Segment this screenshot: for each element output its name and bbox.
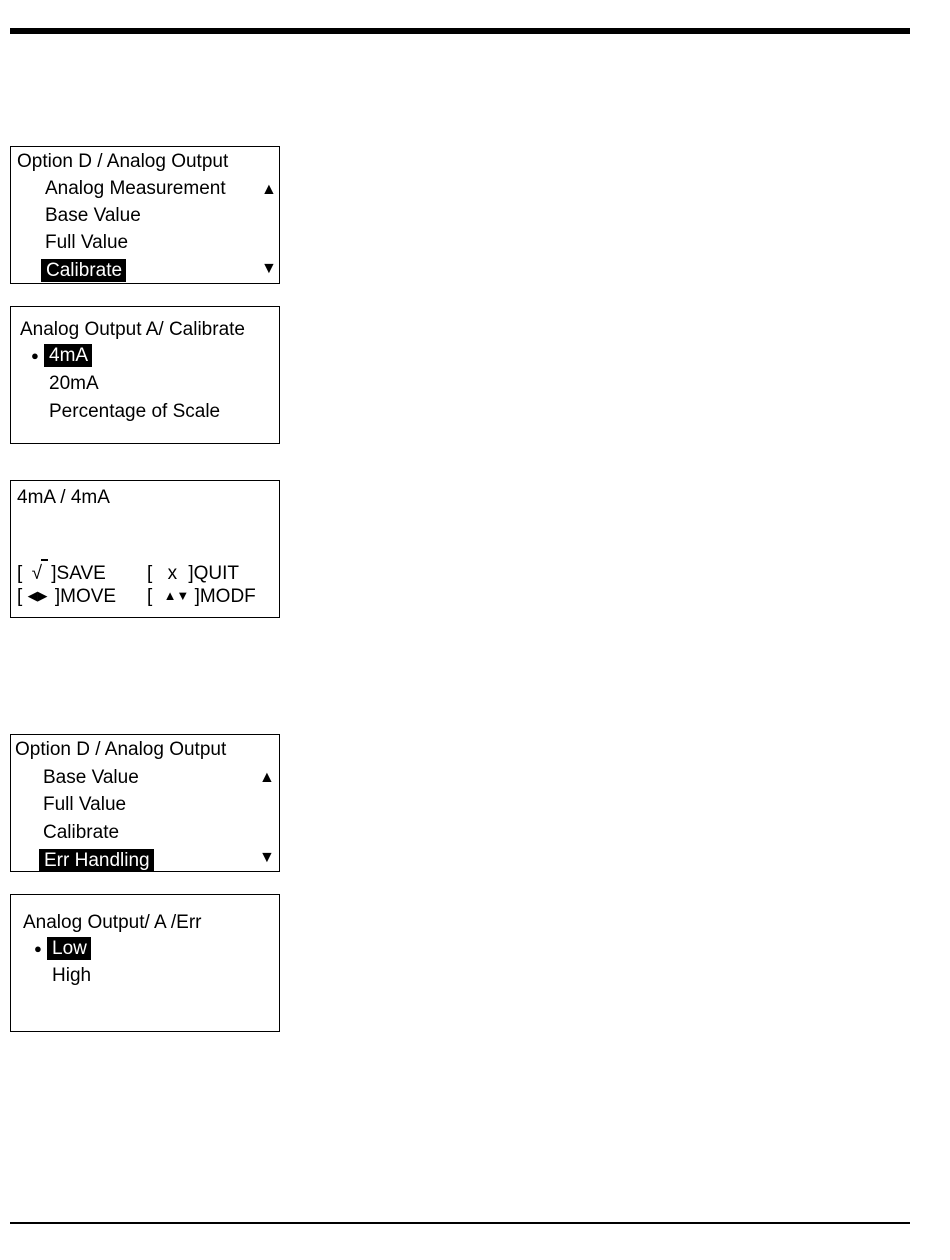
lcd-screen-analog-output-menu	[10, 146, 280, 284]
screen-title: 4mA / 4mA	[17, 487, 110, 508]
menu-item-err-handling-selected[interactable]: Err Handling	[39, 849, 154, 872]
lcd-screen-calibrate	[10, 306, 280, 444]
modify-key-hint: [ ▲▼ ]MODF	[147, 586, 256, 607]
lcd-screen-4ma-adjust	[10, 480, 280, 618]
option-high[interactable]: High	[52, 965, 92, 986]
screen-title: Analog Output A/ Calibrate	[20, 319, 245, 340]
option-4ma-selected[interactable]: 4mA	[44, 344, 92, 367]
radio-bullet-icon: ●	[31, 348, 39, 363]
left-right-arrows-icon: ◀▶	[27, 588, 48, 603]
top-rule	[10, 28, 910, 34]
menu-item-calibrate[interactable]: Calibrate	[43, 822, 120, 843]
option-low-selected[interactable]: Low	[47, 937, 91, 960]
menu-item-base-value[interactable]: Base Value	[45, 205, 141, 226]
check-icon: √	[31, 563, 42, 584]
radio-bullet-icon: ●	[34, 941, 42, 956]
menu-item-full-value[interactable]: Full Value	[45, 232, 129, 253]
option-percentage-of-scale[interactable]: Percentage of Scale	[49, 401, 221, 422]
menu-item-base-value[interactable]: Base Value	[43, 767, 139, 788]
option-20ma[interactable]: 20mA	[49, 373, 99, 394]
scroll-down-icon: ▼	[259, 849, 275, 866]
lcd-screen-err-handling	[10, 894, 280, 1032]
x-icon: x	[167, 563, 178, 584]
menu-item-calibrate-selected[interactable]: Calibrate	[41, 259, 126, 282]
up-down-arrows-icon: ▲▼	[163, 588, 190, 603]
move-key-hint: [ ◀▶ ]MOVE	[17, 586, 117, 607]
save-key-hint: [ √ ]SAVE	[17, 563, 106, 585]
scroll-down-icon: ▼	[261, 260, 277, 277]
lcd-screen-analog-output-menu-err	[10, 734, 280, 872]
screen-title: Option D / Analog Output	[15, 739, 227, 760]
screen-title: Option D / Analog Output	[17, 151, 229, 172]
bottom-rule	[10, 1222, 910, 1224]
scroll-up-icon: ▲	[259, 769, 275, 786]
screen-title: Analog Output/ A /Err	[23, 912, 202, 933]
menu-item-full-value[interactable]: Full Value	[43, 794, 127, 815]
quit-key-hint: [ x ]QUIT	[147, 563, 240, 584]
menu-item-analog-measurement[interactable]: Analog Measurement	[45, 178, 226, 199]
scroll-up-icon: ▲	[261, 181, 277, 198]
